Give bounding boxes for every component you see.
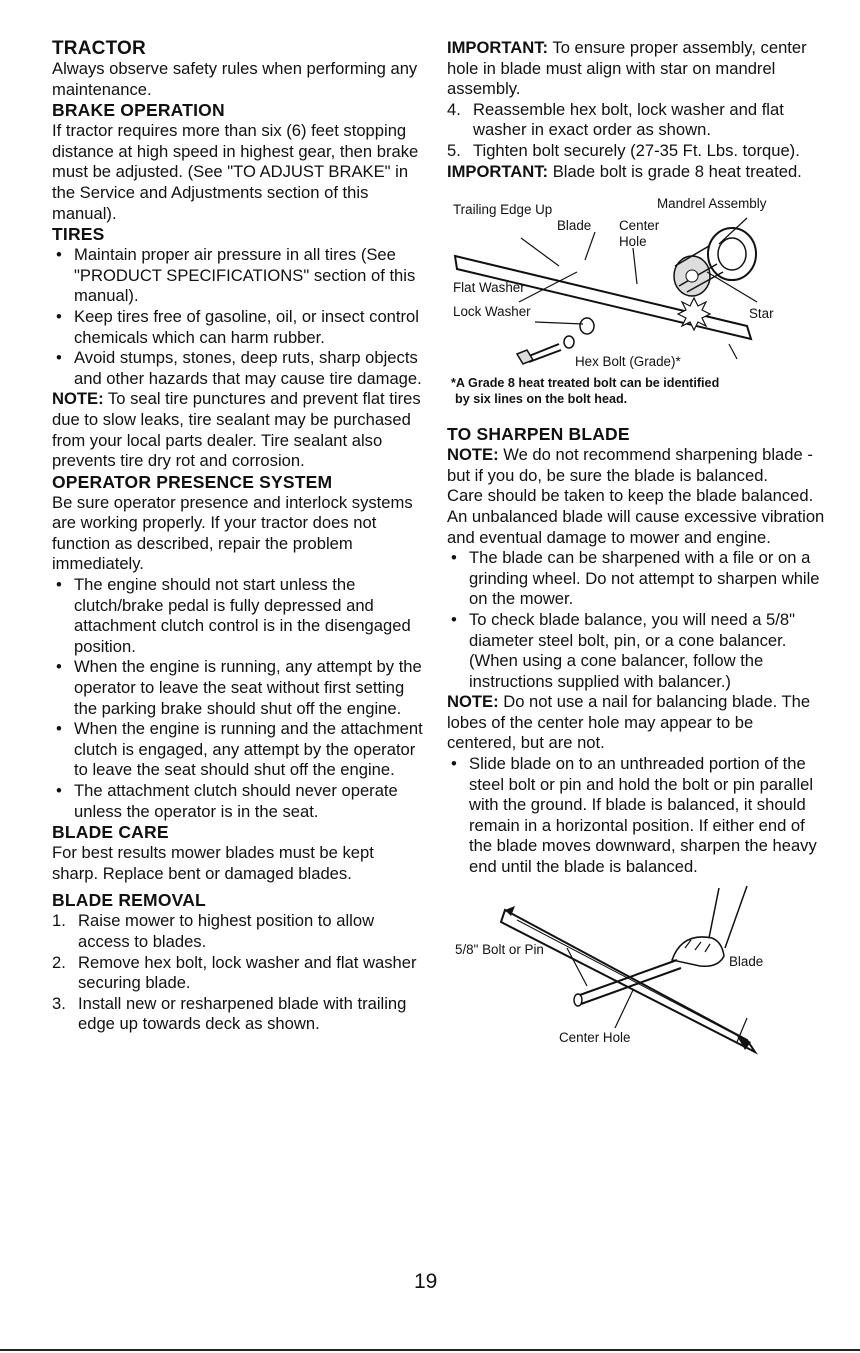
blade-assembly-figure xyxy=(447,194,827,424)
ops-list xyxy=(52,575,424,822)
page-number: 19 xyxy=(414,1270,438,1293)
note-label: NOTE: xyxy=(447,445,499,465)
removal-steps xyxy=(52,911,424,1035)
list-item: 1. Raise mower to highest position to allow access to blades. xyxy=(52,911,375,951)
blade-label: Blade xyxy=(557,218,592,234)
important-note-1: IMPORTANT: To ensure proper assembly, center hole in blade must align with star on mandrel assembly. xyxy=(447,38,807,99)
left-column xyxy=(52,38,424,1035)
flat-washer-label: Flat Washer xyxy=(453,280,525,296)
list-item: 4. Reassemble hex bolt, lock washer and flat washer in exact order as shown. xyxy=(447,99,784,140)
hole-label: Hole xyxy=(619,234,647,250)
tires-heading: TIRES xyxy=(52,224,105,245)
balance-list xyxy=(447,754,827,878)
bolt-footnote-2: by six lines on the bolt head. xyxy=(455,392,628,407)
list-item: • The engine should not start unless the clutch/brake pedal is fully depressed and attachment clutch control is in the disengaged position. xyxy=(52,575,424,657)
bottom-rule xyxy=(0,1349,860,1351)
balance-figure xyxy=(447,878,827,1068)
install-steps xyxy=(447,100,827,162)
note-label: NOTE: xyxy=(447,692,499,712)
blade-care-text: For best results mower blades must be kept sharp. Replace bent or damaged blades. xyxy=(52,843,374,883)
important-label: IMPORTANT: xyxy=(447,161,549,181)
important-note-2: IMPORTANT: Blade bolt is grade 8 heat treated. xyxy=(447,161,802,181)
list-item: 3. Install new or resharpened blade with trailing edge up towards deck as shown. xyxy=(52,993,407,1034)
bolt-footnote-1: *A Grade 8 heat treated bolt can be identified xyxy=(451,376,720,391)
list-item: • The attachment clutch should never operate unless the operator is in the seat. xyxy=(52,781,424,822)
lock-washer-label: Lock Washer xyxy=(453,304,531,320)
center-label: Center xyxy=(619,218,660,234)
tractor-heading: TRACTOR xyxy=(52,38,146,59)
brake-heading: BRAKE OPERATION xyxy=(52,100,225,121)
tractor-text: Always observe safety rules when performing any maintenance. xyxy=(52,59,418,99)
trailing-edge-label: Trailing Edge Up xyxy=(453,202,553,218)
tires-note xyxy=(52,389,424,471)
list-item: 5. Tighten bolt securely (27-35 Ft. Lbs. torque). xyxy=(447,140,800,160)
list-item: • When the engine is running and the attachment clutch is engaged, any attempt by the operator to leave the seat should shut off the engine. xyxy=(52,719,424,781)
list-item: • Slide blade on to an unthreaded portion of the steel bolt or pin and hold the bolt or pin parallel with the ground. If blade is balanced, it should remain in a horizontal position. If either end of the blade moves downward, sharpen the heavy end until the blade is balanced. xyxy=(447,754,827,878)
sharpen-note: NOTE: We do not recommend sharpening blade - but if you do, be sure the blade is balanced. xyxy=(447,445,813,485)
blade-care-heading: BLADE CARE xyxy=(52,822,169,843)
blade-removal-heading: BLADE REMOVAL xyxy=(52,890,206,911)
hex-bolt-label: Hex Bolt (Grade)* xyxy=(575,354,681,370)
list-item: • Maintain proper air pressure in all tires (See "PRODUCT SPECIFICATIONS" section of this manual). xyxy=(52,245,424,307)
list-item: • Keep tires free of gasoline, oil, or insect control chemicals which can harm rubber. xyxy=(52,307,424,348)
list-item: • The blade can be sharpened with a file or on a grinding wheel. Do not attempt to sharpen while on the mower. xyxy=(447,548,827,610)
list-item: • Avoid stumps, stones, deep ruts, sharp objects and other hazards that may cause tire damage. xyxy=(52,348,424,389)
list-item: • When the engine is running, any attempt by the operator to leave the seat without first setting the parking brake should shut off the engine. xyxy=(52,657,424,719)
tires-note-text: To seal tire punctures and prevent flat tires due to slow leaks, tire sealant may be purchased from your local parts dealer. Tire sealant also prevents tire dry rot and corrosion. xyxy=(52,389,421,471)
brake-text: If tractor requires more than six (6) feet stopping distance at high speed in highest gear, then brake must be adjusted. (See "TO ADJUST BRAKE" in the Service and Adjustments section of this manual). xyxy=(52,121,419,223)
list-item: • To check blade balance, you will need a 5/8" diameter steel bolt, pin, or a cone balancer. (When using a cone balancer, follow the instructions supplied with balancer.) xyxy=(447,610,827,692)
tires-list xyxy=(52,245,424,389)
sharpen-list xyxy=(447,548,827,692)
balance-drawing xyxy=(447,878,827,1063)
ops-heading: OPERATOR PRESENCE SYSTEM xyxy=(52,471,333,492)
right-column xyxy=(447,38,827,1068)
list-item: 2. Remove hex bolt, lock washer and flat washer securing blade. xyxy=(52,952,417,993)
star-label: Star xyxy=(749,306,774,322)
balance-note: NOTE: Do not use a nail for balancing blade. The lobes of the center hole may appear to be centered, but are not. xyxy=(447,692,811,753)
blade-label-2: Blade xyxy=(729,953,764,969)
note-label: NOTE: xyxy=(52,389,104,409)
ops-text: Be sure operator presence and interlock systems are working properly. If your tractor does not function as described, repair the problem immediately. xyxy=(52,492,413,574)
sharpen-heading: TO SHARPEN BLADE xyxy=(447,424,630,445)
important-label: IMPORTANT: xyxy=(447,38,549,57)
sharpen-text: Care should be taken to keep the blade balanced. An unbalanced blade will cause excessive vibration and eventual damage to mower and engine. xyxy=(447,486,825,547)
mandrel-label: Mandrel Assembly xyxy=(657,196,767,212)
center-hole-label: Center Hole xyxy=(559,1029,631,1045)
bolt-label: 5/8" Bolt or Pin xyxy=(455,941,544,957)
